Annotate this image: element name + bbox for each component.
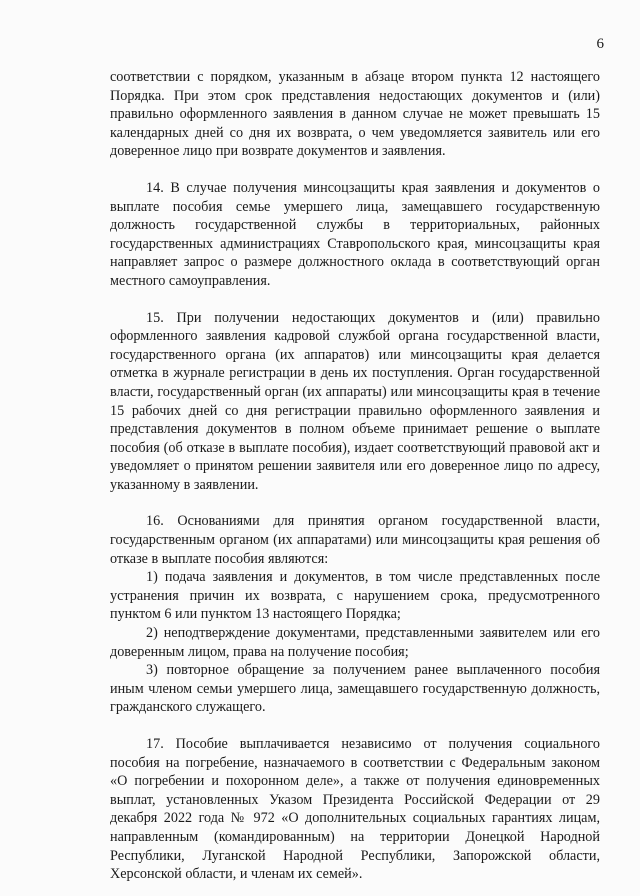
paragraph-continuation: соответствии с порядком, указанным в абзаце втором пункта 12 настоящего Порядка. При этом срок представления недостающих документов и (или) правильно оформленного заявления в данном случае не может превышать 15 календарных дней со дня их возврата, о чем уведомляется заявитель или его доверенное лицо при возврате документов и заявления. bbox=[110, 69, 600, 160]
list-item-3: 3) повторное обращение за получением ранее выплаченного пособия иным членом семьи умершего лица, замещавшего государственную должность, гражданского служащего. bbox=[110, 662, 600, 716]
paragraph-15: 15. При получении недостающих документов и (или) правильно оформленного заявления кадровой службой органа государственной власти, государственного органа (их аппаратов) или минсоцзащиты края делается отметка в журнале регистрации в день их поступления. Орган государственной власти, государственный орган (их аппараты) или минсоцзащиты края в течение 15 рабочих дней со дня регистрации правильно оформленного заявления и представления документов в полном объеме принимает решение о выплате пособия (об отказе в выплате пособия), издает соответствующий правовой акт и уведомляет о принятом решении заявителя или его доверенное лицо по адресу, указанному в заявлении. bbox=[110, 309, 600, 493]
page-number: 6 bbox=[596, 36, 604, 52]
paragraph-16: 16. Основаниями для принятия органом государственной власти, государственным органом (их аппаратами) или минсоцзащиты края решения об отказе в выплате пособия являются: bbox=[110, 513, 600, 567]
document-body bbox=[110, 68, 600, 884]
list-item-1: 1) подача заявления и документов, в том числе представленных после устранения причин их возврата, с нарушением срока, предусмотренного пунктом 6 или пунктом 13 настоящего Порядка; bbox=[110, 569, 600, 623]
list-item-2: 2) неподтверждение документами, представленными заявителем или его доверенным лицом, права на получение пособия; bbox=[110, 625, 600, 660]
paragraph-14: 14. В случае получения минсоцзащиты края заявления и документов о выплате пособия семье умершего лица, замещавшего государственную должность государственной службы в территориальных, районных государственных администрациях Ставропольского края, минсоцзащиты края направляет запрос о размере должностного оклада в соответствующий орган местного самоуправления. bbox=[110, 179, 600, 289]
paragraph-17: 17. Пособие выплачивается независимо от получения социального пособия на погребение, назначаемого в соответствии с Федеральным законом «О погребении и похоронном деле», а также от получения единовременных выплат, установленных Указом Президента Российской Федерации от 29 декабря 2022 года № 972 «О дополнительных социальных гарантиях лицам, направленным (командированным) на территории Донецкой Народной Республики, Луганской Народной Республики, Запорожской области, Херсонской области, и членам их семей». bbox=[110, 736, 600, 883]
